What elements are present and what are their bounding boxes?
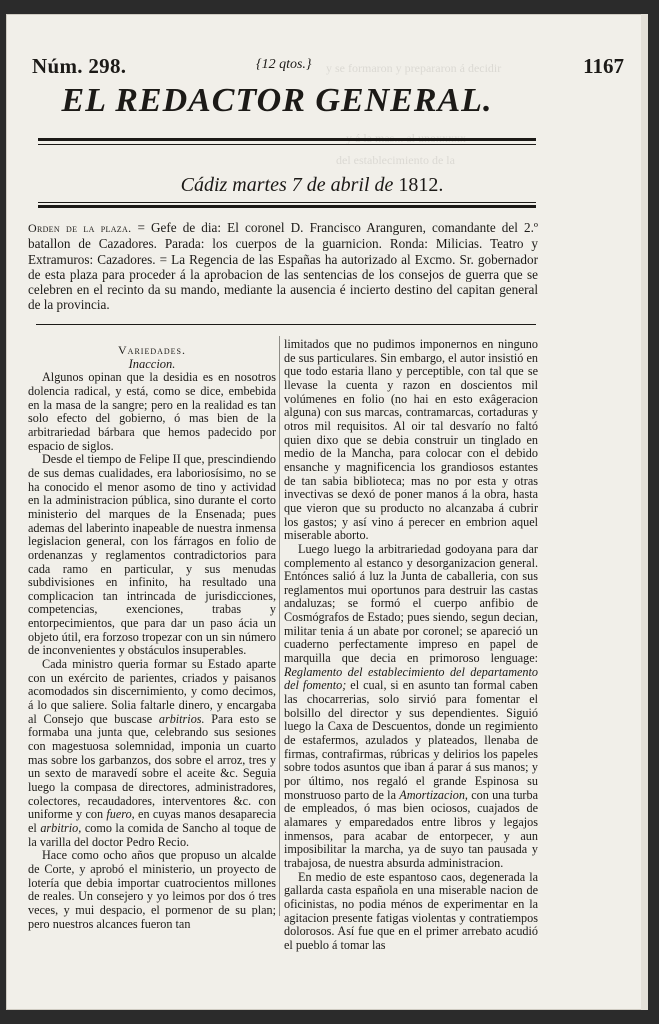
date-rule-thin bbox=[38, 202, 536, 203]
date-rule bbox=[38, 205, 536, 208]
section-title: Variedades. bbox=[118, 343, 186, 357]
left-column bbox=[28, 344, 276, 931]
issue-price: {12 qtos.} bbox=[256, 57, 312, 72]
paragraph: Algunos opinan que la desidia es en nosotros dolencia radical, y está, como se dice, embebida en la masa de la sangre; pero en la realidad es tan solo efecto del gobierno, ó mas bien de la arbitrariedad bárbara que hemos padecido por espacio de siglos. bbox=[28, 370, 276, 453]
paragraph: Hace como ocho años que propuso un alcalde de Corte, y aprobó el ministerio, un proyecto de lotería que debia importar cuatrocientos millones de reales. Un consejero y yo leimos por dos ó tres veces, y mui despacio, el pormenor de su plan; pero nuestros alcances fueron tan bbox=[28, 848, 276, 931]
paragraph: Luego luego la arbitrariedad godoyana para dar complemento al estanco y desorganizacion general. Entónces salió á luz la Junta de caballeria, con sus reglamentos mui oportunos para destruir las castas andaluzas; se formó el cuerpo anfibio de Cosmógrafos de Estado; pues siendo, segun decian, militar tenia á un abate por coronel; se apareció un cuaderno perfectamente impreso en papel de marquilla que decia en primoroso lenguage: Reglamento del establecimiento del departamento del fomento; el cual, si en asunto tan formal caben las chocarrerias, solo sirvió para fomentar el bolsillo del director y sus dependientes. Siguió luego la Caxa de Descuentos, donde un regimiento de estafermos, azulados y plateados, llenaba de firmas, contrafirmas, rúbricas y delirios los papeles sobre todos asuntos que iban á parar á sus manos; y por último, nos regaló el grande Espinosa su monstruoso parto de la Amortizacion, con una turba de empleados, ó mas bien ociosos, cuajados de alamares y emparedados entre libros y legajos inmensos, para acabar de entorpecer, y aun imposibilitar la marcha, ya de suyo tan pausada y trabajosa, de nuestra absurda administracion. bbox=[284, 541, 538, 870]
article-subtitle: Inaccion. bbox=[128, 356, 176, 371]
title-rule-thin bbox=[38, 144, 536, 145]
bleed-through-text: y se formaron y prepararon á decidir bbox=[326, 61, 502, 75]
issue-number: Núm. 298. bbox=[32, 54, 127, 78]
date-year: 1812. bbox=[398, 174, 444, 196]
paragraph: Cada ministro queria formar su Estado aparte con un exército de parientes, criados y paisanos acomodados sin discernimiento, y como decimos, á lo que saliere. Solia faltarle dinero, y encargaba al Consejo que buscase arbitrios. Para esto se formaba una junta que, celebrando sus sesiones con magestuosa solemnidad, imponia un cuarto mas sobre los garbanzos, dos sobre el arroz, tres y un sexto de maravedí sobre el aceite &c. Seguia luego la compasa de directores, administradores, colectores, recaudadores, interventores &c. con uniforme y con fuero, en cuyas manos desaparecia el arbitrio, como la comida de Sancho al toque de la varilla del doctor Pedro Recio. bbox=[28, 657, 276, 849]
newspaper-page bbox=[6, 14, 648, 1010]
orden-heading: Orden de la plaza. bbox=[28, 221, 132, 235]
date-text: Cádiz martes 7 de abril de bbox=[180, 174, 399, 196]
right-column bbox=[284, 338, 538, 953]
paragraph: Desde el tiempo de Felipe II que, prescindiendo de sus demas cualidades, era laboriosísimo, no se ha conocido el menor asomo de tino y actividad en la administracion pública, sino durante el corto ministerio del marques de la Ensenada; pues ademas del laberinto inapeable de nuestra inmensa legislacion general, con los fárragos en folio de ordenanzas y reglamentos contradictorios para cada ramo en particular, y sus menudas subdivisiones en infinito, ha resultado una complicacion tan intrincada de jurisdicciones, competencias, exenciones, trabas y entorpecimientos, que para dar un paso ácia un objeto útil, era forzoso tropezar con un sin número de inconvenientes y obstáculos insuperables. bbox=[28, 452, 276, 658]
paragraph: En medio de este espantoso caos, degenerada la gallarda casta española en una miserable nacion de oficinistas, no podia ménos de experimentar en la agitacion presente fatigas violentas y contratiempos dolorosos. Así fue que en el primer arrebato acudió el pueblo á tomar las bbox=[284, 869, 538, 952]
dateline bbox=[6, 174, 648, 197]
column-separator bbox=[279, 336, 280, 916]
title-rule bbox=[38, 138, 536, 141]
masthead-top-line bbox=[32, 54, 624, 84]
section-divider bbox=[36, 324, 536, 325]
orden-de-la-plaza bbox=[28, 220, 538, 313]
paragraph: limitados que no pudimos imponernos en ninguno de sus particulares. Sin embargo, el autor insistió en que todo estaria llano y perceptible, con tal que se llevase la cuenta y razon en doscientos mil volúmenes en folio (no hai en esto exâgeracion alguna) con sus marcas, contramarcas, cortaduras y otros mil requisitos. Al oir tal desvarío no faltó quien dixo que se debia construir un tinglado en medio de la Mancha, para colocar con el debido ensanche y magnificencia los grandiosos estantes de tan sabia biblioteca; mas no por esta y otras invectivas se dexó de poner manos á la obra, hasta que vieron que su producto no alcanzaba á cubrir los gastos; y así vino á perecer en embrion aquel miserable aborto. bbox=[284, 337, 538, 543]
page-edge bbox=[641, 14, 648, 1010]
bleed-through-text: del establecimiento de la bbox=[336, 153, 455, 167]
newspaper-title: EL REDACTOR GENERAL. bbox=[61, 82, 493, 119]
orden-text: = Gefe de dia: El coronel D. Francisco Aranguren, comandante del 2.º batallon de Cazadores. Parada: los cuerpos de la guarnicion. Ronda: Milicias. Teatro y Extramuros: Cazadores. = La Regencia de las Españas ha autorizado al Excmo. Sr. gobernador de esta plaza para proceder á la aprobacion de las sentencias de los consejos de guerra que se celebren en el recinto da su mando, mediante la ausencia é incierto destino del capitan general de la provincia. bbox=[28, 220, 539, 313]
page-number: 1167 bbox=[583, 54, 624, 78]
